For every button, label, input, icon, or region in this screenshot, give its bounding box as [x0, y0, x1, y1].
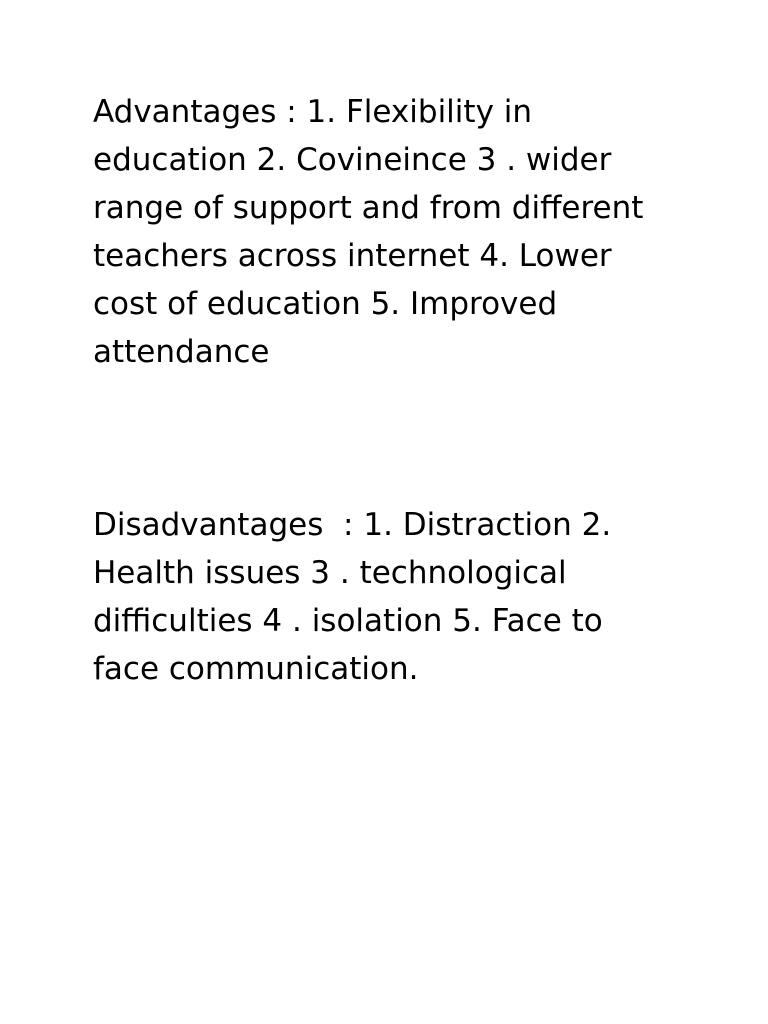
advantages-paragraph: Advantages : 1. Flexibility in education 2. Covineince 3 . wider range of support and from different teachers across internet 4. Lower cost of education 5. Improved attendance — [93, 94, 654, 370]
disadvantages-paragraph: Disadvantages : 1. Distraction 2. Health issues 3 . technological difficulties 4 . isolation 5. Face to face communication. — [93, 507, 622, 687]
